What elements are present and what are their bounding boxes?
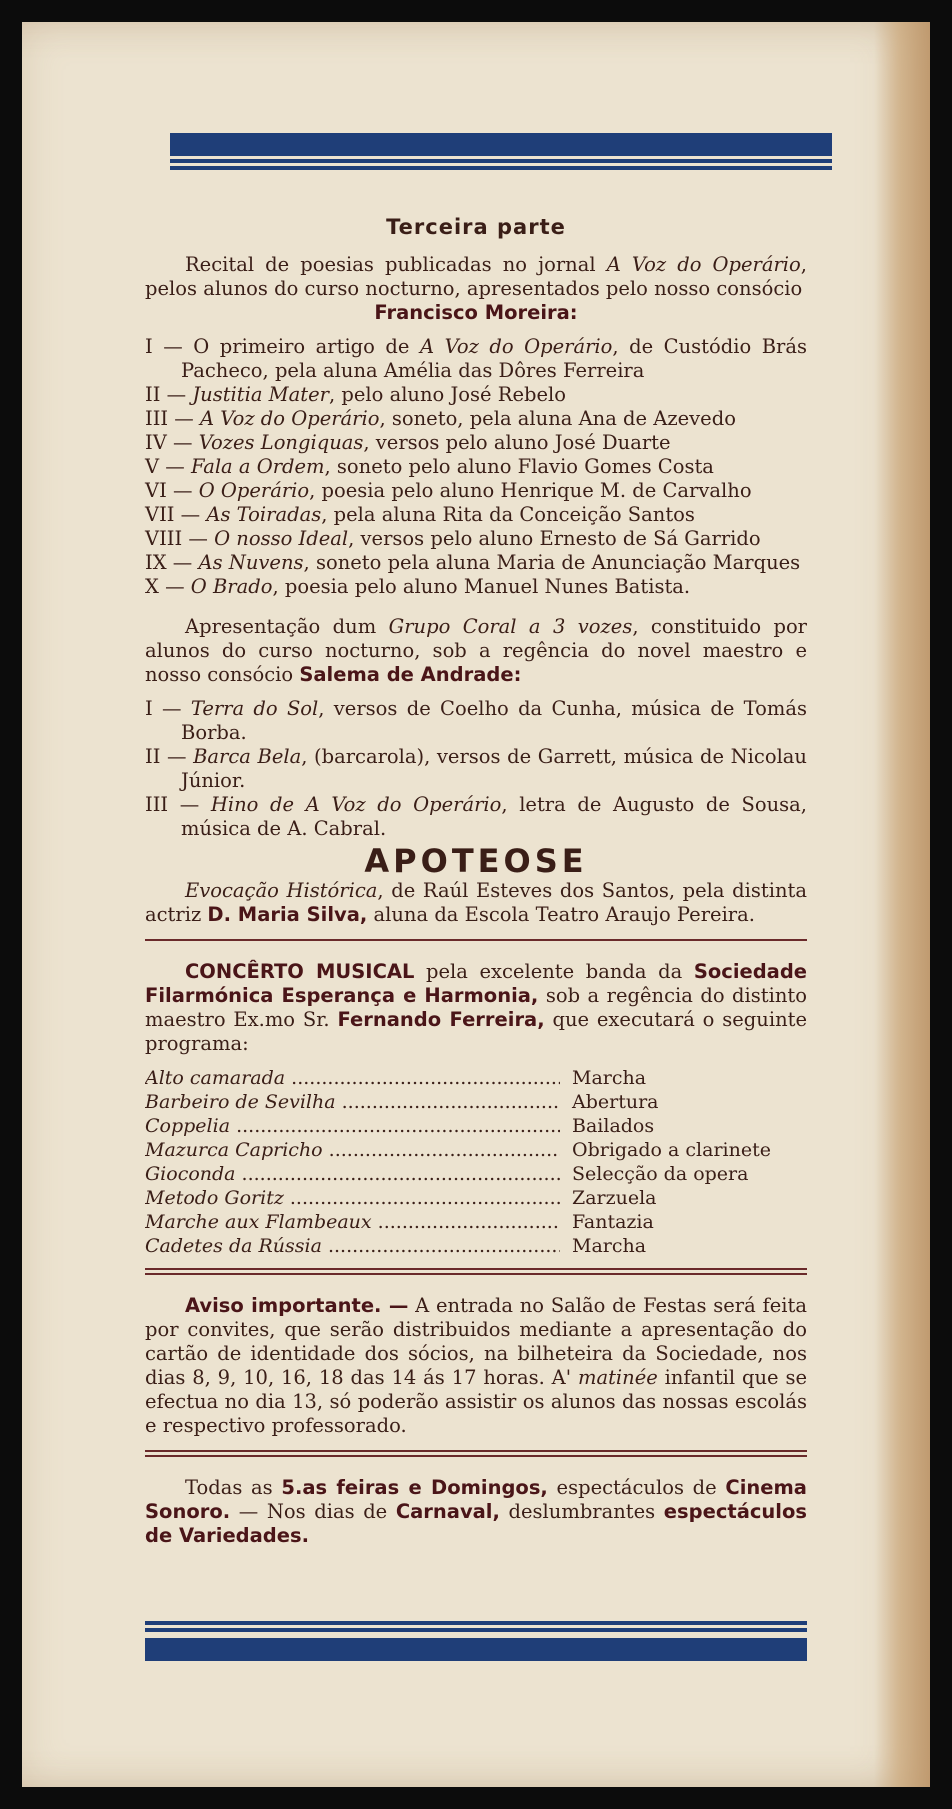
important-notice: Aviso importante. — A entrada no Salão de Festas será feita por convites, que serão distribuidos mediante a apresentação do cartão de identidade dos sócios, na bilheteira da Sociedade, nos dias 8, 9, 10, 16, 18 das 14 ás 17 horas. A' matinée infantil que se efectua no dia 13, só poderão assistir os alunos das nossas escolás e respectivo professorado. [145,1294,807,1437]
bottom-bar-thin-2 [145,1628,807,1632]
recital-presenter: Francisco Moreira: [374,301,578,324]
apoteose-text: Evocação Histórica, de Raúl Esteves dos Santos, pela distinta actriz D. Maria Silva, aluna da Escola Teatro Araujo Pereira. [145,879,807,926]
list-item: V — Fala a Ordem, soneto pelo aluno Flavio Gomes Costa [145,455,714,478]
divider [145,1268,807,1270]
concert-intro: CONCÊRTO MUSICAL pela excelente banda da Sociedade Filarmónica Esperança e Harmonia, sob a regência do distinto maestro Ex.mo Sr. Fernando Ferreira, que executará o seguinte programa: [145,960,808,1055]
part-title: Terceira parte [386,215,566,239]
divider [145,1273,807,1275]
list-item: I — Terra do Sol, versos de Coelho da Cunha, música de Tomás Borba. [145,697,808,744]
list-item: II — Justitia Mater, pelo aluno José Rebelo [145,383,567,406]
bottom-bar-thick [145,1638,807,1661]
program-row: Barbeiro de Sevilha ..... Abertura [145,1090,807,1114]
concert-program [145,1066,807,1258]
choir-group: Grupo Coral a 3 vozes [388,615,633,638]
program-row: Gioconda ..... Selecção da opera [145,1162,807,1186]
bottom-bar-thin-1 [145,1621,807,1625]
recital-intro-text-2: , pelos alunos do curso nocturno, apresentados pelo nosso consócio [145,253,807,300]
list-item: X — O Brado, poesia pelo aluno Manuel Nunes Batista. [145,575,691,598]
top-decorative-bars [170,133,832,170]
program-row: Metodo Goritz ..... Zarzuela [145,1186,807,1210]
program-row: Coppelia ..... Bailados [145,1114,807,1138]
divider [145,1455,807,1457]
song-list [145,697,807,841]
list-item: I — O primeiro artigo de A Voz do Operário, de Custódio Brás Pacheco, pela aluna Amélia das Dôres Ferreira [145,335,808,382]
divider [145,939,807,941]
apoteose-title: APOTEOSE [364,842,588,880]
poem-list [145,335,807,599]
list-item: III — A Voz do Operário, soneto, pela aluna Ana de Azevedo [145,407,736,430]
program-row: Mazurca Capricho ..... Obrigado a clarinete [145,1138,807,1162]
torn-paper-edge [874,22,930,1787]
cinema-notice: Todas as 5.as feiras e Domingos, espectáculos de Cinema Sonoro. — Nos dias de Carnaval, deslumbrantes espectáculos de Variedades. [145,1476,807,1547]
top-bar-thin-2 [170,166,832,170]
list-item: VII — As Toiradas, pela aluna Rita da Conceição Santos [145,503,695,526]
journal-name: A Voz do Operário [606,253,801,276]
recital-intro-text: Recital de poesias publicadas no jornal [185,253,596,276]
program-row: Cadetes da Rússia ..... Marcha [145,1234,807,1258]
list-item: VI — O Operário, poesia pelo aluno Henrique M. de Carvalho [145,479,752,502]
recital-intro [145,253,807,301]
list-item: VIII — O nosso Ideal, versos pelo aluno Ernesto de Sá Garrido [145,527,761,550]
top-bar-thin-1 [170,159,832,163]
choir-intro: Apresentação dum Grupo Coral a 3 vozes, constituido por alunos do curso nocturno, sob a regência do novel maestro e nosso consócio Salema de Andrade: [145,615,808,686]
list-item: IV — Vozes Longiquas, versos pelo aluno José Duarte [145,431,671,454]
list-item: III — Hino de A Voz do Operário, letra de Augusto de Sousa, música de A. Cabral. [145,793,808,840]
choir-conductor: Salema de Andrade: [299,663,522,686]
top-bar-thick [170,133,832,156]
list-item: IX — As Nuvens, soneto pela aluna Maria de Anunciação Marques [145,551,801,574]
divider [145,1450,807,1452]
program-row: Marche aux Flambeaux ..... Fantazia [145,1210,807,1234]
program-content [145,215,807,1548]
list-item: II — Barca Bela, (barcarola), versos de Garrett, música de Nicolau Júnior. [145,745,807,792]
program-row: Alto camarada ..... Marcha [145,1066,807,1090]
bottom-decorative-bars [145,1618,807,1661]
